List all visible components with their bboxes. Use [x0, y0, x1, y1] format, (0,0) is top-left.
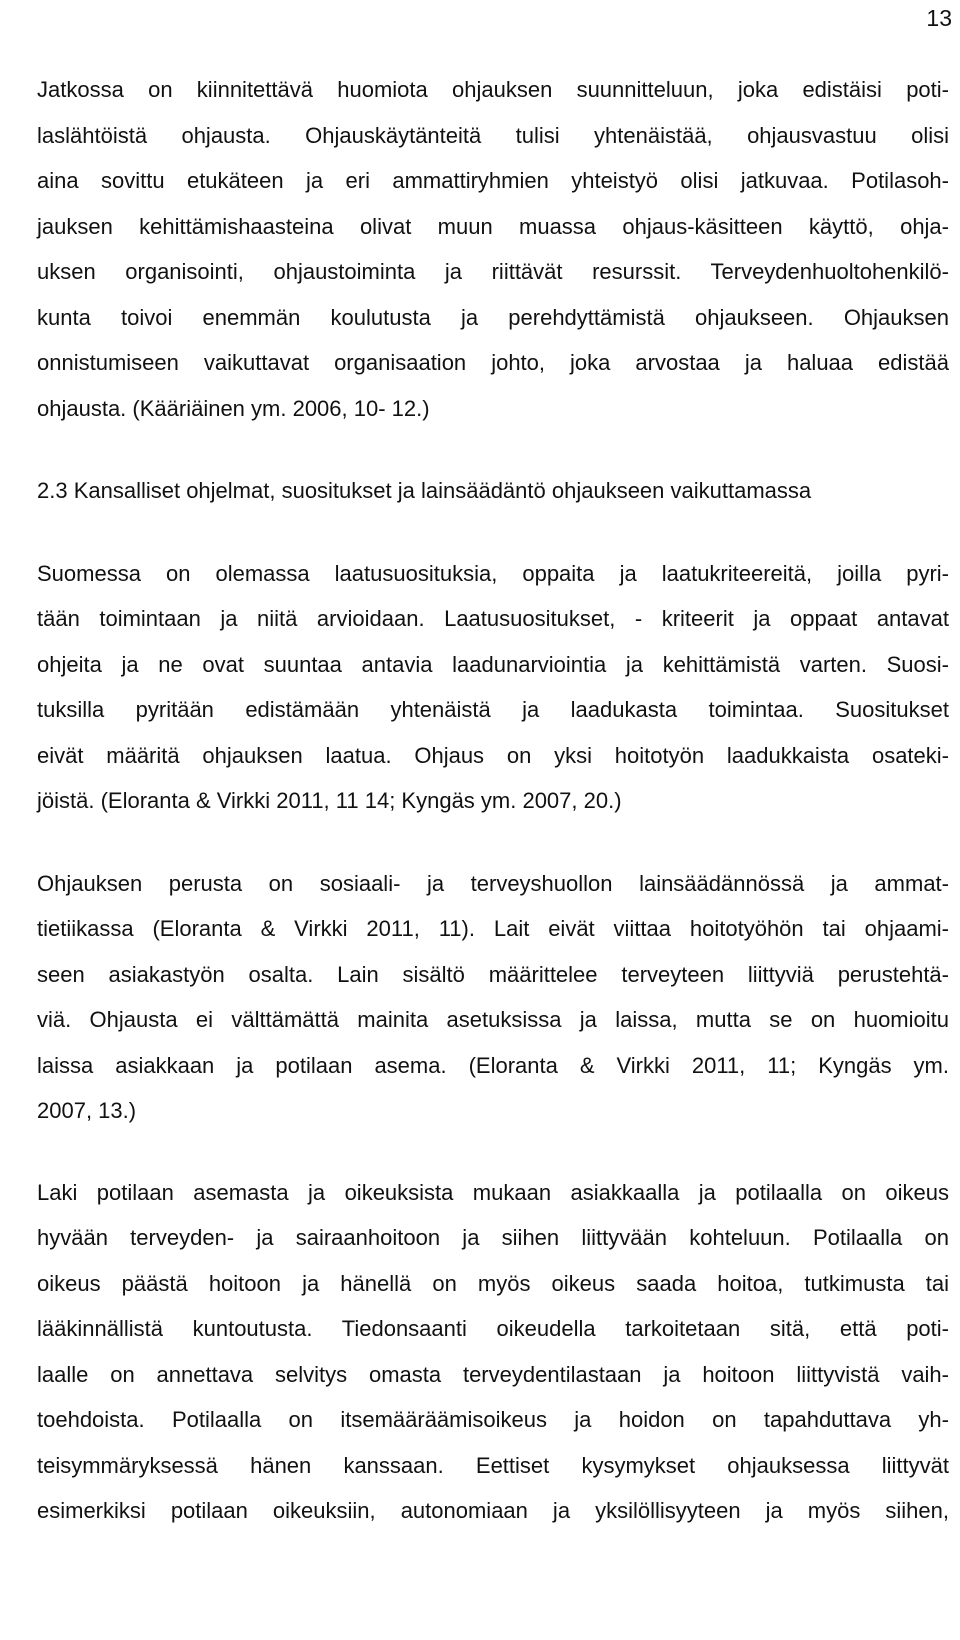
text-line: oikeus päästä hoitoon ja hänellä on myös oikeus saada hoitoa, tutkimusta tai — [37, 1270, 949, 1296]
paragraph-guidance-planning — [37, 67, 949, 431]
text-line: laalle on annettava selvitys omasta terveydentilastaan ja hoitoon liittyvistä vaih- — [37, 1361, 949, 1387]
document-body — [37, 67, 949, 1534]
page-number: 13 — [926, 5, 952, 31]
text-line: esimerkiksi potilaan oikeuksiin, autonomiaan ja yksilöllisyyteen ja myös siihen, — [37, 1498, 949, 1523]
section-heading — [37, 468, 949, 514]
text-line: Ohjauksen perusta on sosiaali- ja terveyshuollon lainsäädännössä ja ammat- — [37, 870, 949, 896]
text-line: Jatkossa on kiinnitettävä huomiota ohjauksen suunnitteluun, joka edistäisi poti- — [37, 77, 949, 102]
text-line: tietiikassa (Eloranta & Virkki 2011, 11). Lait eivät viittaa hoitotyöhön tai ohjaami- — [37, 916, 949, 941]
paragraph-patient-rights — [37, 1170, 949, 1534]
text-line: eivät määritä ohjauksen laatua. Ohjaus on yksi hoitotyön laadukkaista osateki- — [37, 742, 949, 768]
text-line: jauksen kehittämishaasteina olivat muun muassa ohjaus-käsitteen käyttö, ohja- — [37, 213, 949, 239]
text-line: tuksilla pyritään edistämään yhtenäistä ja laadukasta toimintaa. Suositukset — [37, 697, 949, 722]
text-line: ohjausta. (Kääriäinen ym. 2006, 10- 12.) — [37, 395, 430, 421]
paragraph-quality-recommendations — [37, 551, 949, 824]
text-line: ohjeita ja ne ovat suuntaa antavia laadunarviointia ja kehittämistä varten. Suosi- — [37, 651, 949, 677]
text-line: hyvään terveyden- ja sairaanhoitoon ja siihen liittyvään kohteluun. Potilaalla on — [37, 1225, 949, 1250]
text-line: laissa asiakkaan ja potilaan asema. (Eloranta & Virkki 2011, 11; Kyngäs ym. — [37, 1052, 949, 1078]
text-line: Suomessa on olemassa laatusuosituksia, oppaita ja laatukriteereitä, joilla pyri- — [37, 560, 949, 586]
text-line: viä. Ohjausta ei välttämättä mainita asetuksissa ja laissa, mutta se on huomioitu — [37, 1007, 949, 1032]
text-line: jöistä. (Eloranta & Virkki 2011, 11 14; Kyngäs ym. 2007, 20.) — [37, 788, 622, 813]
text-line: seen asiakastyön osalta. Lain sisältö määrittelee terveyteen liittyviä perustehtä- — [37, 961, 949, 987]
text-line: kunta toivoi enemmän koulutusta ja perehdyttämistä ohjaukseen. Ohjauksen — [37, 304, 949, 330]
paragraph-legislation-basis — [37, 861, 949, 1134]
text-line: laslähtöistä ohjausta. Ohjauskäytänteitä tulisi yhtenäistää, ohjausvastuu olisi — [37, 122, 949, 148]
text-line: teisymmäryksessä hänen kanssaan. Eettiset kysymykset ohjauksessa liittyvät — [37, 1452, 949, 1478]
text-line: aina sovittu etukäteen ja eri ammattiryhmien yhteistyö olisi jatkuvaa. Potilasoh- — [37, 168, 949, 193]
text-line: lääkinnällistä kuntoutusta. Tiedonsaanti oikeudella tarkoitetaan sitä, että poti- — [37, 1316, 949, 1341]
text-line: uksen organisointi, ohjaustoiminta ja riittävät resurssit. Terveydenhuoltohenkilö- — [37, 259, 949, 284]
text-line: onnistumiseen vaikuttavat organisaation johto, joka arvostaa ja haluaa edistää — [37, 350, 949, 375]
text-line: 2007, 13.) — [37, 1098, 137, 1123]
text-line: toehdoista. Potilaalla on itsemääräämisoikeus ja hoidon on tapahduttava yh- — [37, 1407, 949, 1432]
text-line: Laki potilaan asemasta ja oikeuksista mukaan asiakkaalla ja potilaalla on oikeus — [37, 1179, 949, 1205]
heading-text: 2.3 Kansalliset ohjelmat, suositukset ja lainsäädäntö ohjaukseen vaikuttamassa — [37, 478, 812, 503]
text-line: tään toimintaan ja niitä arvioidaan. Laatusuositukset, - kriteerit ja oppaat antavat — [37, 606, 949, 631]
